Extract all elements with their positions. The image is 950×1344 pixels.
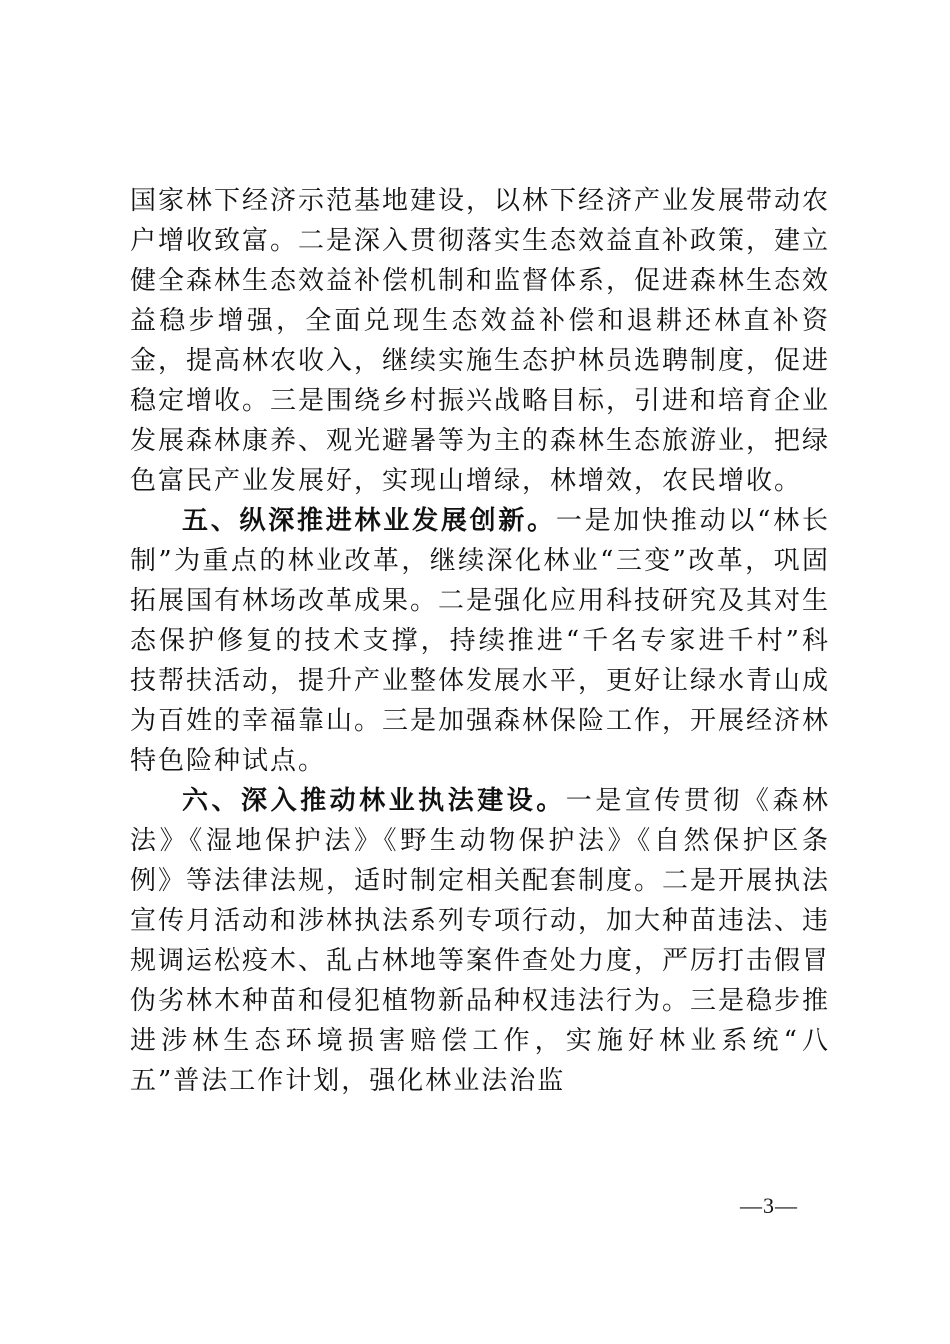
paragraph-body: 一是加快推动以“林长制”为重点的林业改革，继续深化林业“三变”改革，巩固拓展国有林场改革成果。二是强化应用科技研究及其对生态保护修复的技术支撑，持续推进“千名专家进千村”科技帮扶活动，提升产业整体发展水平，更好让绿水青山成为百姓的幸福靠山。三是加强森林保险工作，开展经济林特色险种试点。 — [130, 506, 831, 776]
paragraph-section-6 — [130, 781, 830, 1101]
paragraph-continuation — [130, 181, 830, 501]
section-heading: 五、纵深推进林业发展创新。 — [182, 506, 556, 536]
document-page — [130, 181, 830, 1101]
page-number: —3— — [740, 1193, 798, 1218]
paragraph-body: 国家林下经济示范基地建设，以林下经济产业发展带动农户增收致富。二是深入贯彻落实生态效益直补政策，建立健全森林生态效益补偿机制和监督体系，促进森林生态效益稳步增强，全面兑现生态效益补偿和退耕还林直补资金，提高林农收入，继续实施生态护林员选聘制度，促进稳定增收。三是围绕乡村振兴战略目标，引进和培育企业发展森林康养、观光避暑等为主的森林生态旅游业，把绿色富民产业发展好，实现山增绿，林增效，农民增收。 — [130, 186, 831, 496]
section-heading: 六、深入推动林业执法建设。 — [182, 786, 566, 816]
paragraph-body: 一是宣传贯彻《森林法》《湿地保护法》《野生动物保护法》《自然保护区条例》等法律法规，适时制定相关配套制度。二是开展执法宣传月活动和涉林执法系列专项行动，加大种苗违法、违规调运松疫木、乱占林地等案件查处力度，严厉打击假冒伪劣林木种苗和侵犯植物新品种权违法行为。三是稳步推进涉林生态环境损害赔偿工作，实施好林业系统“八五”普法工作计划，强化林业法治监 — [130, 786, 831, 1096]
paragraph-section-5 — [130, 501, 830, 781]
